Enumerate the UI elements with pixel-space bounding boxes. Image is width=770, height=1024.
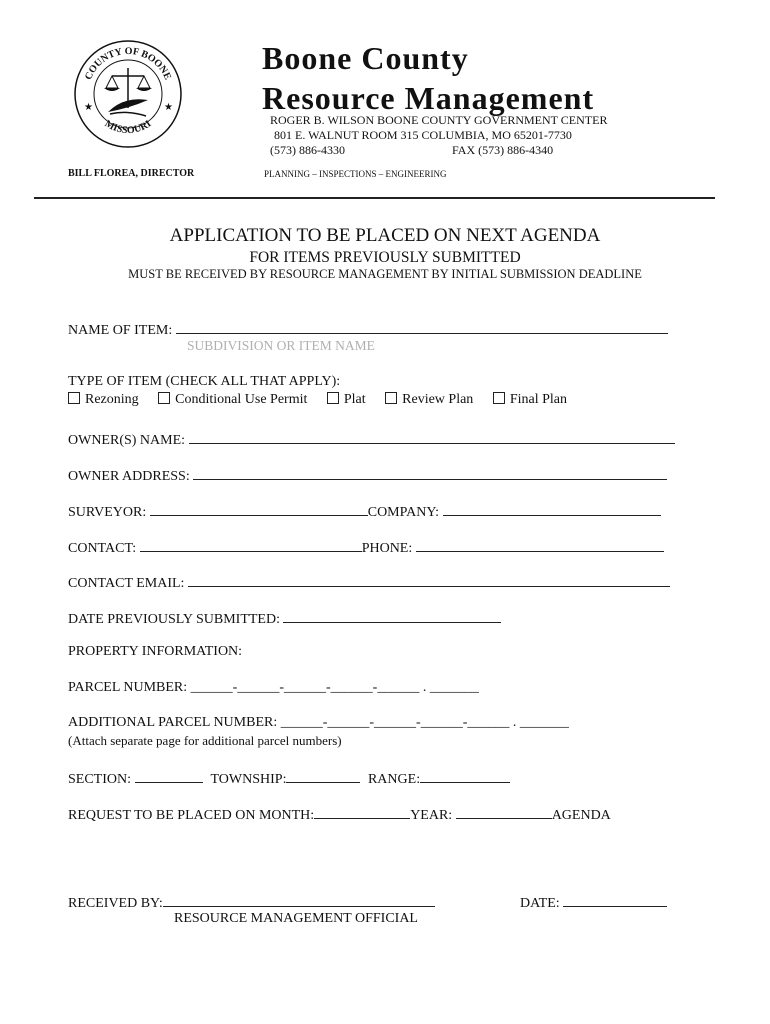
form-subtitle: FOR ITEMS PREVIOUSLY SUBMITTED (249, 249, 521, 266)
contact-phone-row (68, 537, 664, 557)
option-review-plan[interactable] (385, 392, 473, 407)
section-field[interactable] (135, 768, 203, 783)
name-of-item-field[interactable] (176, 319, 668, 334)
option-conditional-use-permit[interactable] (158, 392, 307, 407)
township-field[interactable] (286, 768, 360, 783)
year-field[interactable] (456, 804, 552, 819)
property-information-label: PROPERTY INFORMATION: (68, 644, 243, 659)
additional-parcel-row (68, 715, 569, 731)
date-previously-submitted-label: DATE PREVIOUSLY SUBMITTED: (68, 612, 280, 627)
name-of-item-label: NAME OF ITEM: (68, 323, 173, 338)
date-field[interactable] (563, 892, 667, 907)
date-previously-submitted-field[interactable] (283, 608, 501, 623)
org-title (262, 38, 594, 118)
address-line2: 801 E. WALNUT ROOM 315 COLUMBIA, MO 65201-7730 (274, 128, 572, 142)
parcel-number-field[interactable]: ______-______-______-______-______ . _______ (190, 680, 479, 695)
parcel-number-row (68, 680, 479, 696)
range-label: RANGE: (367, 772, 421, 787)
received-by-field[interactable] (163, 892, 435, 907)
org-title-line1: Boone County (262, 40, 469, 76)
option-final-plan[interactable] (493, 392, 567, 407)
official-label: RESOURCE MANAGEMENT OFFICIAL (174, 911, 418, 926)
type-of-item-options (68, 392, 583, 408)
checkbox[interactable] (327, 392, 339, 404)
option-label: Rezoning (85, 392, 139, 407)
owner-address-label: OWNER ADDRESS: (68, 469, 190, 484)
date-previously-submitted-row (68, 608, 501, 628)
owner-name-row (68, 429, 675, 449)
date-row (520, 892, 667, 912)
form-title: APPLICATION TO BE PLACED ON NEXT AGENDA (169, 225, 601, 246)
owner-address-row (68, 465, 667, 485)
option-plat[interactable] (327, 392, 366, 407)
type-of-item-label: TYPE OF ITEM (CHECK ALL THAT APPLY): (68, 374, 341, 389)
checkbox[interactable] (493, 392, 505, 404)
contact-email-row (68, 572, 670, 592)
surveyor-company-row (68, 501, 661, 521)
owner-name-field[interactable] (189, 429, 675, 444)
surveyor-field[interactable] (150, 501, 368, 516)
owner-address-field[interactable] (193, 465, 667, 480)
option-label: Final Plan (509, 392, 567, 407)
additional-parcel-label: ADDITIONAL PARCEL NUMBER: (68, 715, 278, 730)
seal-top-text: COUNTY OF BOONE (82, 45, 174, 82)
phone-label: PHONE: (361, 541, 413, 556)
additional-parcel-field[interactable]: ______-______-______-______-______ . _______ (280, 715, 569, 730)
date-label: DATE: (520, 896, 560, 911)
county-seal-logo (72, 38, 184, 150)
section-township-range-row (68, 768, 510, 788)
option-rezoning[interactable] (68, 392, 139, 407)
contact-field[interactable] (140, 537, 362, 552)
agenda-label: AGENDA (551, 808, 611, 823)
name-of-item-hint: SUBDIVISION OR ITEM NAME (187, 338, 375, 353)
fax-number: FAX (573) 886-4340 (452, 143, 554, 157)
director-name: BILL FLOREA, DIRECTOR (68, 168, 195, 179)
org-title-line2: Resource Management (262, 80, 595, 116)
owner-name-label: OWNER(S) NAME: (68, 433, 186, 448)
received-by-row (68, 892, 435, 912)
contact-email-field[interactable] (188, 572, 670, 587)
option-label: Conditional Use Permit (175, 392, 308, 407)
additional-parcel-note: (Attach separate page for additional parcel numbers) (68, 733, 342, 748)
seal-bottom-text: MISSOURI (102, 118, 154, 137)
section-label: SECTION: (68, 772, 131, 787)
phone-number: (573) 886-4330 (270, 143, 345, 157)
svg-text:★: ★ (164, 102, 173, 113)
header-divider (34, 197, 715, 199)
contact-email-label: CONTACT EMAIL: (68, 576, 185, 591)
surveyor-label: SURVEYOR: (68, 505, 147, 520)
company-field[interactable] (443, 501, 661, 516)
request-agenda-row (68, 804, 611, 824)
parcel-number-label: PARCEL NUMBER: (68, 680, 188, 695)
request-month-field[interactable] (314, 804, 410, 819)
year-label: YEAR: (410, 808, 453, 823)
township-label: TOWNSHIP: (210, 772, 287, 787)
request-month-label: REQUEST TO BE PLACED ON MONTH: (68, 808, 315, 823)
deadline-notice: MUST BE RECEIVED BY RESOURCE MANAGEMENT BY INITIAL SUBMISSION DEADLINE (128, 267, 642, 281)
address-line1: ROGER B. WILSON BOONE COUNTY GOVERNMENT CENTER (270, 113, 608, 127)
svg-text:MISSOURI (103, 118, 154, 136)
contact-label: CONTACT: (68, 541, 137, 556)
range-field[interactable] (420, 768, 510, 783)
checkbox[interactable] (68, 392, 80, 404)
name-of-item-row (68, 319, 668, 339)
checkbox[interactable] (385, 392, 397, 404)
checkbox[interactable] (158, 392, 170, 404)
option-label: Review Plan (402, 392, 474, 407)
option-label: Plat (343, 392, 366, 407)
divisions-text: PLANNING – INSPECTIONS – ENGINEERING (264, 169, 447, 179)
received-by-label: RECEIVED BY: (68, 896, 163, 911)
company-label: COMPANY: (367, 505, 440, 520)
phone-field[interactable] (416, 537, 664, 552)
svg-text:★: ★ (84, 102, 93, 113)
